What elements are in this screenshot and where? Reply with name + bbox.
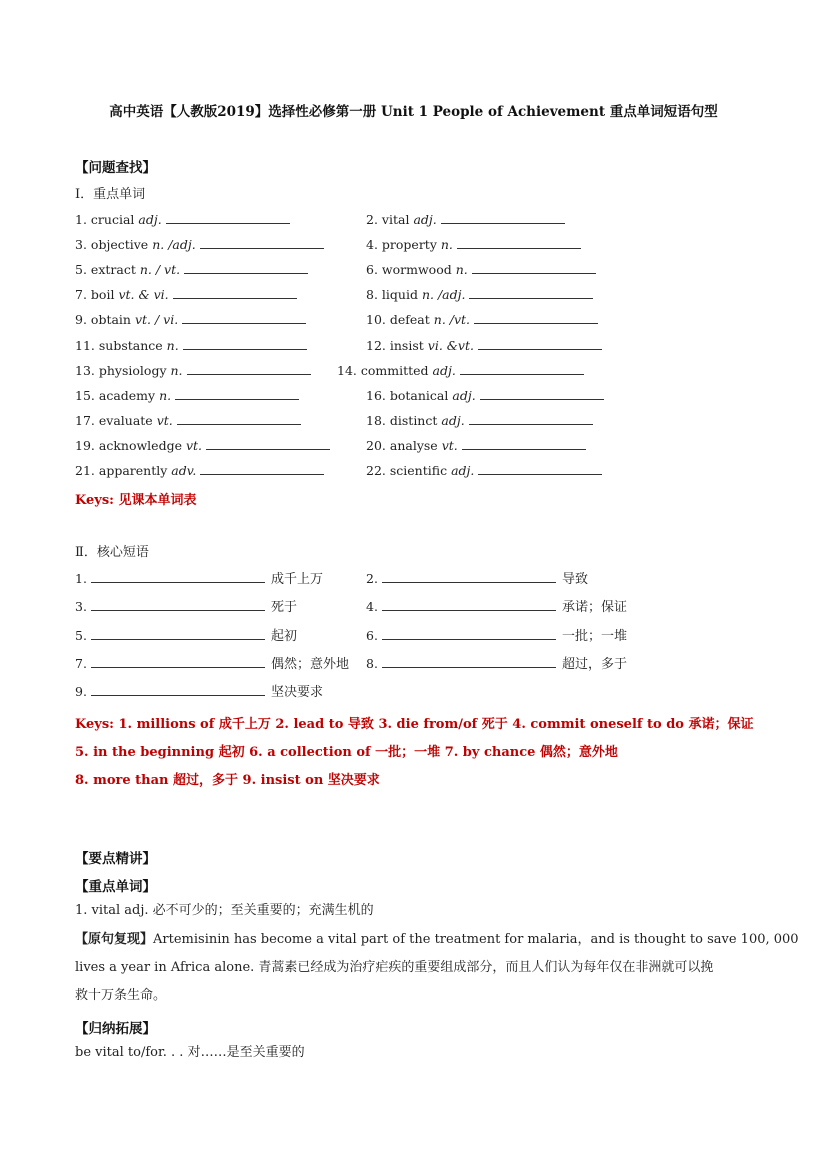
word-text: distinct xyxy=(389,412,438,428)
keys-words: Keys: 见课本单词表 xyxy=(75,493,197,508)
word-item xyxy=(75,337,307,354)
word-item xyxy=(366,286,593,303)
word-text: objective xyxy=(90,237,149,253)
word-item xyxy=(75,261,308,278)
answer-blank[interactable] xyxy=(183,337,307,350)
word-pos: vt. xyxy=(185,437,203,453)
expand-label: 【归纳拓展】 xyxy=(75,1021,156,1037)
core-phrases-heading: Ⅱ．核心短语 xyxy=(75,545,149,560)
word-pos: adj. xyxy=(413,212,437,227)
phrase-num: 3. xyxy=(75,599,87,615)
word-pos: adj. xyxy=(138,212,162,227)
answer-blank[interactable] xyxy=(474,311,598,324)
word-pos: adj. xyxy=(451,463,475,478)
phrase-meaning: 死于 xyxy=(270,600,297,616)
phrase-meaning: 坚决要求 xyxy=(270,685,323,701)
word-num: 5. xyxy=(75,262,87,278)
keys-phrases-line-1: Keys: 1. millions of 成千上万 2. lead to 导致 3. die from/of 死于 4. commit oneself to do 承诺；保证 xyxy=(75,717,754,732)
phrase-answer-blank[interactable] xyxy=(91,683,265,696)
word-pos: n. xyxy=(159,387,172,403)
word-pos: n. xyxy=(440,237,453,253)
word-text: insist xyxy=(389,337,424,353)
word-item xyxy=(75,311,306,328)
word-item xyxy=(75,412,301,429)
answer-blank[interactable] xyxy=(173,286,297,299)
phrase-meaning: 导致 xyxy=(561,572,588,587)
key-words-subheading: 【重点单词】 xyxy=(75,879,156,895)
entry-vital: 1. vital adj. 必不可少的；至关重要的；充满生机的 xyxy=(75,903,374,918)
word-text: physiology xyxy=(98,362,167,378)
word-text: scientific xyxy=(389,463,448,478)
word-text: obtain xyxy=(90,312,131,328)
document-title: 高中英语【人教版2019】选择性必修第一册 Unit 1 People of Achievement 重点单词短语句型 xyxy=(109,104,718,120)
answer-blank[interactable] xyxy=(460,362,584,375)
word-text: evaluate xyxy=(98,412,153,428)
word-pos: vt. / vi. xyxy=(134,312,179,328)
word-text: boil xyxy=(90,287,115,303)
word-item xyxy=(366,236,581,253)
word-pos: vt. xyxy=(156,412,173,428)
original-label: 【原句复现】 xyxy=(75,932,154,947)
phrase-item xyxy=(366,598,627,616)
word-item xyxy=(75,387,299,404)
phrase-answer-blank[interactable] xyxy=(382,598,556,611)
phrase-num: 8. xyxy=(366,655,378,671)
answer-blank[interactable] xyxy=(166,211,290,224)
answer-blank[interactable] xyxy=(206,437,330,450)
answer-blank[interactable] xyxy=(441,211,565,224)
answer-blank[interactable] xyxy=(200,236,324,249)
phrase-num: 7. xyxy=(75,655,87,671)
phrase-item xyxy=(75,627,297,645)
word-num: 22. xyxy=(366,463,386,478)
word-text: acknowledge xyxy=(98,437,182,453)
key-words-heading: Ⅰ．重点单词 xyxy=(75,187,146,202)
key-points-heading: 【要点精讲】 xyxy=(75,851,156,867)
answer-blank[interactable] xyxy=(478,337,602,350)
phrase-item xyxy=(75,683,323,701)
word-num: 16. xyxy=(366,387,386,403)
phrase-item xyxy=(75,570,323,588)
word-text: property xyxy=(381,237,437,253)
phrase-meaning: 成千上万 xyxy=(270,572,323,587)
phrase-meaning: 偶然；意外地 xyxy=(270,656,349,672)
phrase-num: 4. xyxy=(366,599,378,615)
word-text: wormwood xyxy=(381,262,452,278)
word-item xyxy=(75,236,324,253)
word-pos: vi. &vt. xyxy=(427,337,474,353)
word-item xyxy=(366,311,598,328)
word-pos: n. xyxy=(170,362,183,378)
phrase-answer-blank[interactable] xyxy=(91,570,265,583)
word-num: 21. xyxy=(75,463,95,478)
word-item xyxy=(366,337,602,354)
word-num: 7. xyxy=(75,287,87,303)
word-text: committed xyxy=(360,362,429,378)
word-pos: n. / vt. xyxy=(139,262,181,278)
word-num: 4. xyxy=(366,237,378,253)
phrase-item xyxy=(366,570,588,588)
word-item xyxy=(366,412,593,429)
answer-blank[interactable] xyxy=(182,311,306,324)
phrase-item xyxy=(366,627,627,645)
phrase-num: 5. xyxy=(75,627,87,643)
word-num: 9. xyxy=(75,312,87,328)
phrase-answer-blank[interactable] xyxy=(382,655,556,668)
word-num: 17. xyxy=(75,412,95,428)
phrase-answer-blank[interactable] xyxy=(382,570,556,583)
phrase-item xyxy=(366,655,627,673)
word-num: 8. xyxy=(366,287,378,303)
answer-blank[interactable] xyxy=(187,362,311,375)
answer-blank[interactable] xyxy=(472,261,596,274)
phrase-meaning: 超过，多于 xyxy=(561,656,627,672)
keys-phrases-line-2: 5. in the beginning 起初 6. a collection of 一批；一堆 7. by chance 偶然；意外地 xyxy=(75,745,618,760)
phrase-answer-blank[interactable] xyxy=(382,627,556,640)
word-pos: adv. xyxy=(171,463,197,478)
phrase-num: 6. xyxy=(366,627,378,643)
answer-blank[interactable] xyxy=(480,387,604,400)
phrase-num: 9. xyxy=(75,684,87,700)
word-text: liquid xyxy=(381,287,418,303)
original-sentence-line-1 xyxy=(75,926,799,954)
phrase-num: 2. xyxy=(366,571,378,586)
answer-blank[interactable] xyxy=(469,412,593,425)
word-num: 15. xyxy=(75,387,95,403)
answer-blank[interactable] xyxy=(457,236,581,249)
word-num: 12. xyxy=(366,337,386,353)
word-item xyxy=(75,286,297,303)
word-item xyxy=(366,211,565,228)
answer-blank[interactable] xyxy=(462,437,586,450)
answer-blank[interactable] xyxy=(469,286,593,299)
word-pos: n. /adj. xyxy=(421,287,466,303)
word-item xyxy=(75,362,311,379)
word-num: 13. xyxy=(75,362,95,378)
phrase-item xyxy=(75,598,297,616)
word-text: extract xyxy=(90,262,136,278)
phrase-meaning: 起初 xyxy=(270,628,297,644)
word-pos: n. /vt. xyxy=(433,312,471,328)
word-item xyxy=(75,437,330,454)
expand-text: be vital to/for. . . 对……是至关重要的 xyxy=(75,1045,305,1060)
phrase-answer-blank[interactable] xyxy=(91,627,265,640)
original-sentence-line-2: lives a year in Africa alone. 青蒿素已经成为治疗疟疾的重要组成部分，而且人们认为每年仅在非洲就可以挽 xyxy=(75,960,714,975)
word-pos: vt. xyxy=(441,437,458,453)
original-sentence-line-3: 救十万条生命。 xyxy=(75,988,167,1003)
word-text: defeat xyxy=(389,312,430,328)
answer-blank[interactable] xyxy=(175,387,299,400)
word-num: 1. xyxy=(75,212,87,227)
word-num: 10. xyxy=(366,312,386,328)
answer-blank[interactable] xyxy=(478,462,602,475)
answer-blank[interactable] xyxy=(177,412,301,425)
word-num: 20. xyxy=(366,437,386,453)
word-pos: adj. xyxy=(452,387,476,403)
phrase-item xyxy=(75,655,349,673)
word-text: academy xyxy=(98,387,156,403)
word-num: 6. xyxy=(366,262,378,278)
word-item xyxy=(366,261,596,278)
phrase-meaning: 一批；一堆 xyxy=(561,628,627,644)
word-pos: n. xyxy=(166,337,179,353)
word-item xyxy=(75,462,324,479)
word-num: 18. xyxy=(366,412,386,428)
word-text: apparently xyxy=(98,463,168,478)
word-text: vital xyxy=(381,212,410,227)
answer-blank[interactable] xyxy=(184,261,308,274)
answer-blank[interactable] xyxy=(200,462,324,475)
word-text: botanical xyxy=(389,387,449,403)
word-item xyxy=(366,462,602,479)
word-item xyxy=(366,437,586,454)
keys-phrases-line-3: 8. more than 超过，多于 9. insist on 坚决要求 xyxy=(75,773,380,788)
word-pos: n. xyxy=(455,262,468,278)
word-item xyxy=(366,387,604,404)
word-item xyxy=(75,211,290,228)
word-pos: adj. xyxy=(441,412,465,428)
word-item xyxy=(337,362,584,379)
word-pos: vt. & vi. xyxy=(118,287,169,303)
word-pos: n. /adj. xyxy=(152,237,196,253)
phrase-answer-blank[interactable] xyxy=(91,598,265,611)
word-num: 3. xyxy=(75,237,87,253)
original-text-1: Artemisinin has become a vital part of the treatment for malaria，and is thought to save 100, 000 xyxy=(153,932,799,947)
phrase-meaning: 承诺；保证 xyxy=(561,600,627,616)
phrase-num: 1. xyxy=(75,571,87,586)
word-num: 11. xyxy=(75,337,95,353)
word-text: analyse xyxy=(389,437,438,453)
word-num: 19. xyxy=(75,437,95,453)
phrase-answer-blank[interactable] xyxy=(91,655,265,668)
word-pos: adj. xyxy=(432,362,456,378)
word-num: 14. xyxy=(337,362,357,378)
word-text: crucial xyxy=(90,212,135,227)
word-text: substance xyxy=(98,337,163,353)
problem-finding-heading: 【问题查找】 xyxy=(75,160,156,176)
word-num: 2. xyxy=(366,212,378,227)
